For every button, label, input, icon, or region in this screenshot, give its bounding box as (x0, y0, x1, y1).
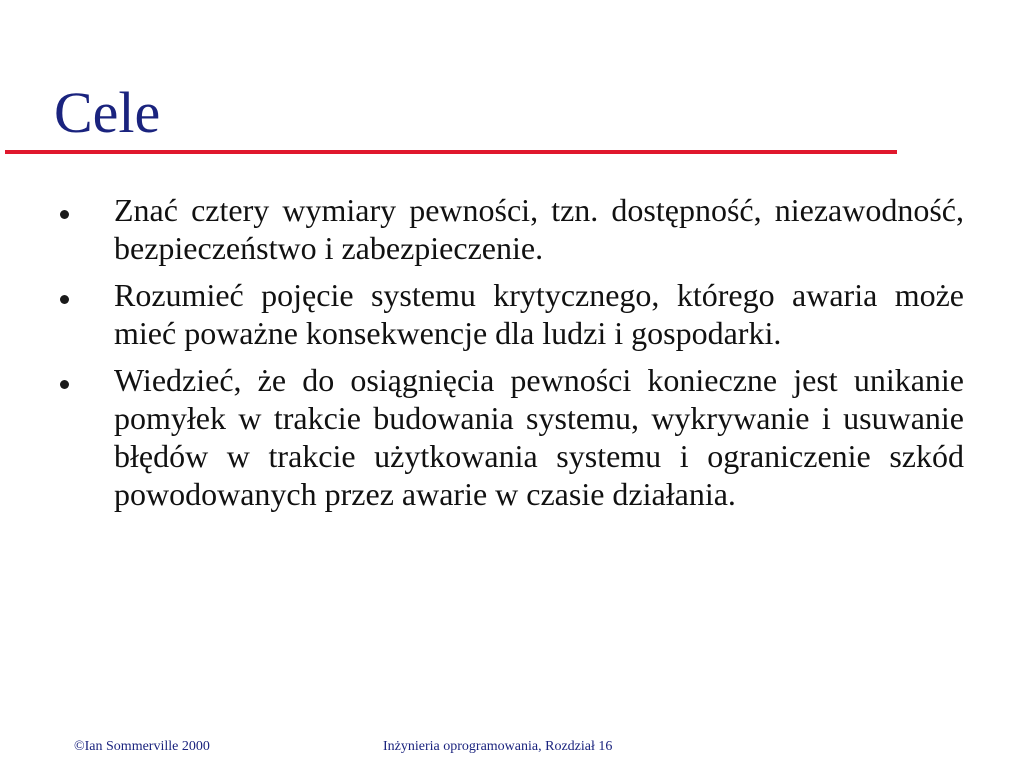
bullet-item (54, 191, 964, 267)
bullet-item (54, 276, 964, 352)
bullet-text: Wiedzieć, że do osiągnięcia pewności konieczne jest unikanie pomyłek w trakcie budowania systemu, wykrywanie i usuwanie błędów w trakcie użytkowania systemu i ograniczenie szkód powodowanych przez awarie w czasie działania. (114, 362, 964, 512)
footer-copyright: ©Ian Sommerville 2000 (74, 739, 210, 754)
bullet-dot-icon (60, 380, 69, 389)
title-divider (5, 150, 897, 154)
slide-title: Cele (54, 80, 161, 145)
bullet-list (54, 191, 964, 522)
bullet-dot-icon (60, 210, 69, 219)
bullet-item (54, 361, 964, 513)
bullet-dot-icon (60, 295, 69, 304)
bullet-text: Znać cztery wymiary pewności, tzn. dostępność, niezawodność, bezpieczeństwo i zabezpieczenie. (114, 192, 964, 266)
bullet-text: Rozumieć pojęcie systemu krytycznego, którego awaria może mieć poważne konsekwencje dla ludzi i gospodarki. (114, 277, 964, 351)
footer-course-title: Inżynieria oprogramowania, Rozdział 16 (383, 739, 613, 754)
